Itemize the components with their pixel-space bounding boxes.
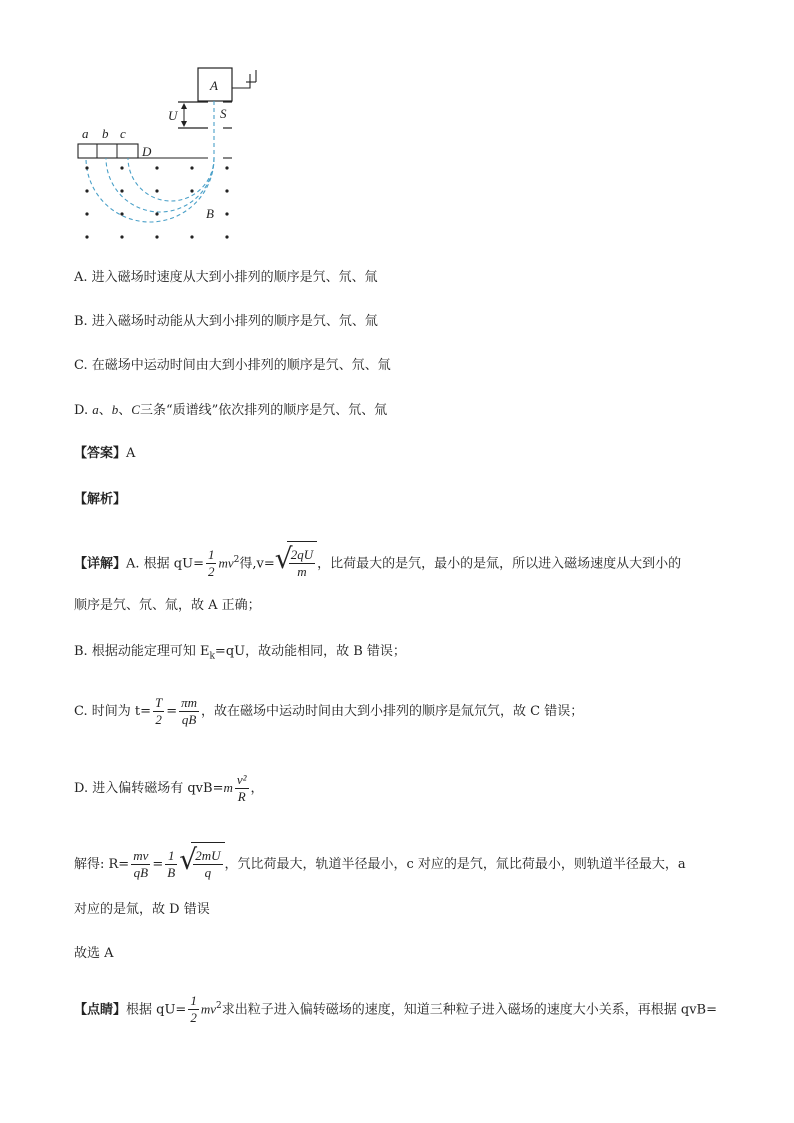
label-s: S	[220, 106, 227, 121]
ground-wire	[232, 74, 250, 88]
answer-tag: 【答案】	[74, 446, 127, 461]
trajectory-a	[86, 101, 214, 222]
detail-line-7: 对应的是氚，故 D 错误	[74, 902, 210, 917]
label-a-slot: a	[82, 126, 89, 141]
detail-line-5: D. 进入偏转磁场有 qvB=m $\frac{\text{v²}}{R}$ ，	[74, 772, 264, 804]
detail-line-2: 顺序是氕、氘、氚，故 A 正确；	[74, 598, 261, 613]
option-d: D. a、b、C三条“质谱线”依次排列的顺序是氕、氘、氚	[74, 402, 388, 418]
detail-line-3: B. 根据动能定理可知 $E_k=qU$，故动能相同，故 B 错误；	[74, 644, 406, 662]
option-a: A. 进入磁场时速度从大到小排列的顺序是氕、氘、氚	[74, 270, 378, 285]
mass-spectrometer-diagram	[60, 60, 280, 250]
trajectory-c	[128, 158, 214, 201]
tip-line: 【点睛】根据 qU= $\frac{1}{2}$ $mv^2$求出粒子进入偏转磁场的速度，知道三种粒子进入磁场的速度大小关系，再根据 qvB=	[74, 993, 717, 1026]
answer-line	[74, 444, 135, 464]
label-d: D	[142, 144, 152, 159]
detail-line-8: 故选 A	[74, 946, 114, 961]
label-u: U	[168, 108, 178, 123]
detail-line-6: 解得: R= $\frac{mv}{qB}$ = $\frac{1}{B}$ √ $\frac{2mU}{q}$ ，氕比荷最大，轨道半径最小，c 对应的是氕，氚比荷最小，则轨道半径最大，a	[74, 842, 686, 887]
trajectory-b	[106, 158, 214, 212]
answer-value: A	[126, 446, 136, 461]
analysis-tag: 【解析】	[74, 492, 127, 507]
detector-plate	[78, 144, 138, 158]
magnetic-field-dots	[85, 166, 228, 238]
detail-line-1: 【详解】A. 根据 qU= $\frac{1}{2}$ $mv^2$得,v= √ $\frac{2qU}{m}$ ，比荷最大的是氕，最小的是氚，所以进入磁场速度从大到小的	[74, 538, 681, 586]
option-b: B. 进入磁场时动能从大到小排列的顺序是氕、氘、氚	[74, 314, 378, 329]
label-b-field: B	[206, 206, 214, 221]
label-b-slot: b	[102, 126, 109, 141]
label-c-slot: c	[120, 126, 126, 141]
label-a-box: A	[210, 78, 218, 93]
detail-line-4: C. 时间为 t= $\frac{T}{2}$ = $\frac{\pi m}{qB}$ ，故在磁场中运动时间由大到小排列的顺序是氚氘氕，故 C 错误；	[74, 695, 584, 727]
option-c: C. 在磁场中运动时间由大到小排列的顺序是氕、氘、氚	[74, 358, 391, 373]
